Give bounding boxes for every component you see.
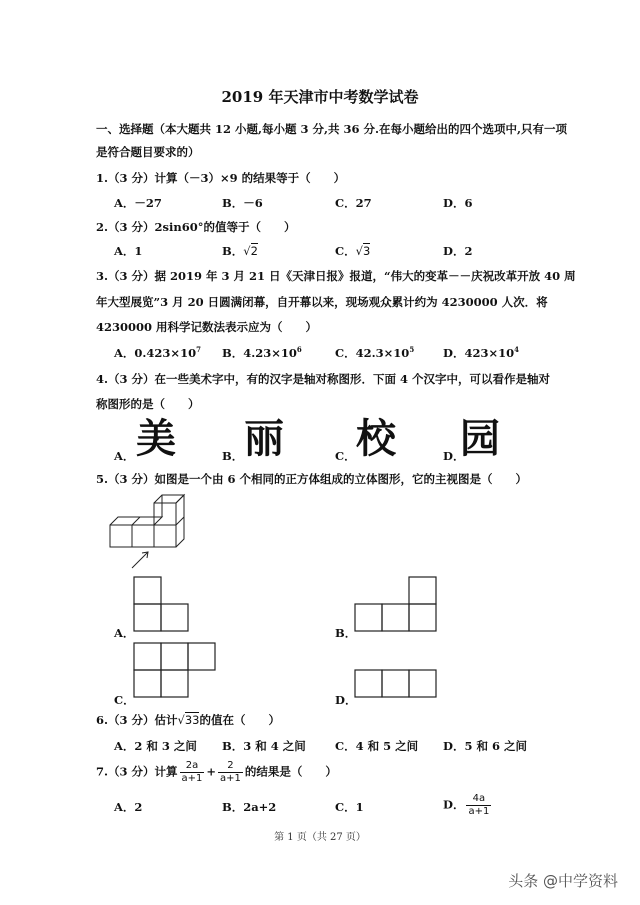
q3-option-d bbox=[443, 345, 519, 361]
sqrt-symbol: √3 bbox=[355, 244, 371, 258]
q6-option-a: A．2 和 3 之间 bbox=[114, 739, 197, 753]
q5-label-d: D． bbox=[335, 693, 357, 707]
q2-option-b-label: B． bbox=[222, 244, 244, 258]
q6-option-c: C．4 和 5 之间 bbox=[335, 739, 419, 753]
q1-option-d: D．6 bbox=[443, 196, 473, 210]
q7-plus: + bbox=[206, 764, 217, 779]
q7-option-d-num: 4a bbox=[466, 793, 491, 806]
q6-stem bbox=[96, 712, 280, 728]
q7-fraction-1-den: a+1 bbox=[181, 773, 203, 784]
q3-line2: 年大型展览”3 月 20 日圆满闭幕，自开幕以来，现场观众累计约为 4230000 人次．将 bbox=[96, 295, 548, 309]
q7-option-d bbox=[443, 793, 493, 818]
q1-stem: 1.（3 分）计算（－3）×9 的结果等于（ ） bbox=[96, 171, 346, 185]
q3-option-d-exp: 4 bbox=[514, 345, 519, 355]
q7-fraction-1 bbox=[180, 760, 205, 785]
q5-label-a: A． bbox=[114, 626, 135, 640]
q2-option-c bbox=[335, 243, 370, 259]
q7-fraction-2-num: 2 bbox=[218, 760, 243, 773]
q3-option-c-exp: 5 bbox=[409, 345, 415, 355]
q7-fraction-2-den: a+1 bbox=[220, 773, 241, 784]
q1-option-c: C．27 bbox=[335, 196, 372, 210]
page-title: 2019 年天津市中考数学试卷 bbox=[221, 88, 419, 106]
q5-option-b-figure bbox=[353, 575, 441, 635]
q5-label-b: B． bbox=[335, 626, 357, 640]
q3-line1: 3.（3 分）据 2019 年 3 月 21 日《天津日报》报道，“伟大的变革－－庆祝改革开放 40 周 bbox=[96, 269, 576, 283]
q7-stem bbox=[96, 760, 337, 785]
q5-option-c-figure bbox=[132, 641, 220, 701]
q2-option-c-radicand: 3 bbox=[362, 244, 371, 258]
q3-option-b-base: B．4.23×10 bbox=[222, 346, 297, 360]
sqrt-symbol: √2 bbox=[243, 244, 258, 258]
q5-3d-cube-figure bbox=[104, 490, 194, 570]
q3-option-b-exp: 6 bbox=[296, 345, 302, 355]
q6-option-b: B．3 和 4 之间 bbox=[222, 739, 306, 753]
q5-option-d-figure bbox=[353, 668, 441, 702]
q3-option-c bbox=[335, 345, 414, 361]
q2-option-b bbox=[222, 243, 258, 259]
q7-stem-post: 的结果是（ ） bbox=[244, 764, 337, 779]
q7-option-a: A．2 bbox=[114, 800, 143, 814]
q4-line2: 称图形的是（ ） bbox=[96, 397, 200, 411]
q5-option-a-figure bbox=[132, 575, 192, 635]
q1-option-a: A．－27 bbox=[114, 196, 162, 210]
q7-option-d-den: a+1 bbox=[468, 806, 490, 817]
watermark: 头条 @中学资料 bbox=[508, 872, 618, 890]
q7-fraction-1-num: 2a bbox=[180, 760, 205, 773]
q7-option-d-fraction bbox=[466, 793, 491, 818]
q5-label-c: C． bbox=[114, 693, 135, 707]
q4-label-c: C． bbox=[335, 449, 356, 463]
q4-label-b: B． bbox=[222, 449, 244, 463]
q4-label-a: A． bbox=[114, 449, 135, 463]
q2-option-a: A．1 bbox=[114, 244, 143, 258]
q7-option-c: C．1 bbox=[335, 800, 364, 814]
q7-option-d-label: D． bbox=[443, 797, 465, 812]
q7-stem-pre: 7.（3 分）计算 bbox=[96, 764, 178, 779]
q4-char-d: 园 bbox=[460, 416, 500, 462]
page-footer: 第 1 页（共 27 页） bbox=[274, 832, 366, 843]
q4-line1: 4.（3 分）在一些美术字中，有的汉字是轴对称图形．下面 4 个汉字中，可以看作是轴对 bbox=[96, 372, 551, 386]
q6-stem-post: 的值在（ ） bbox=[199, 713, 280, 727]
q7-fraction-2 bbox=[218, 760, 243, 785]
q6-stem-pre: 6.（3 分）估计 bbox=[96, 713, 178, 727]
q3-line3: 4230000 用科学记数法表示应为（ ） bbox=[96, 320, 318, 334]
q2-option-c-label: C． bbox=[335, 244, 356, 258]
q2-option-d: D．2 bbox=[443, 244, 473, 258]
q6-radicand: 33 bbox=[184, 713, 200, 727]
q4-char-a: 美 bbox=[136, 416, 176, 462]
q4-label-d: D． bbox=[443, 449, 465, 463]
q3-option-a-base: A．0.423×10 bbox=[114, 346, 197, 360]
q2-option-b-radicand: 2 bbox=[250, 244, 258, 258]
section-header-line1: 一、选择题（本大题共 12 小题,每小题 3 分,共 36 分.在每小题给出的四个选项中,只有一项 bbox=[96, 122, 568, 136]
q7-option-b: B．2a+2 bbox=[222, 800, 277, 814]
q4-char-c: 校 bbox=[356, 416, 396, 462]
q1-option-b: B．－6 bbox=[222, 196, 263, 210]
q3-option-d-base: D．423×10 bbox=[443, 346, 515, 360]
q3-option-a bbox=[114, 345, 201, 361]
sqrt-symbol: √33 bbox=[177, 713, 200, 727]
q3-option-a-exp: 7 bbox=[196, 345, 201, 355]
q3-option-c-base: C．42.3×10 bbox=[335, 346, 410, 360]
section-header-line2: 是符合题目要求的） bbox=[96, 145, 200, 159]
q4-char-b: 丽 bbox=[244, 416, 284, 462]
q5-stem: 5.（3 分）如图是一个由 6 个相同的正方体组成的立体图形，它的主视图是（ ） bbox=[96, 472, 528, 486]
q3-option-b bbox=[222, 345, 302, 361]
q2-stem: 2.（3 分）2sin60°的值等于（ ） bbox=[96, 220, 296, 234]
q6-option-d: D．5 和 6 之间 bbox=[443, 739, 527, 753]
